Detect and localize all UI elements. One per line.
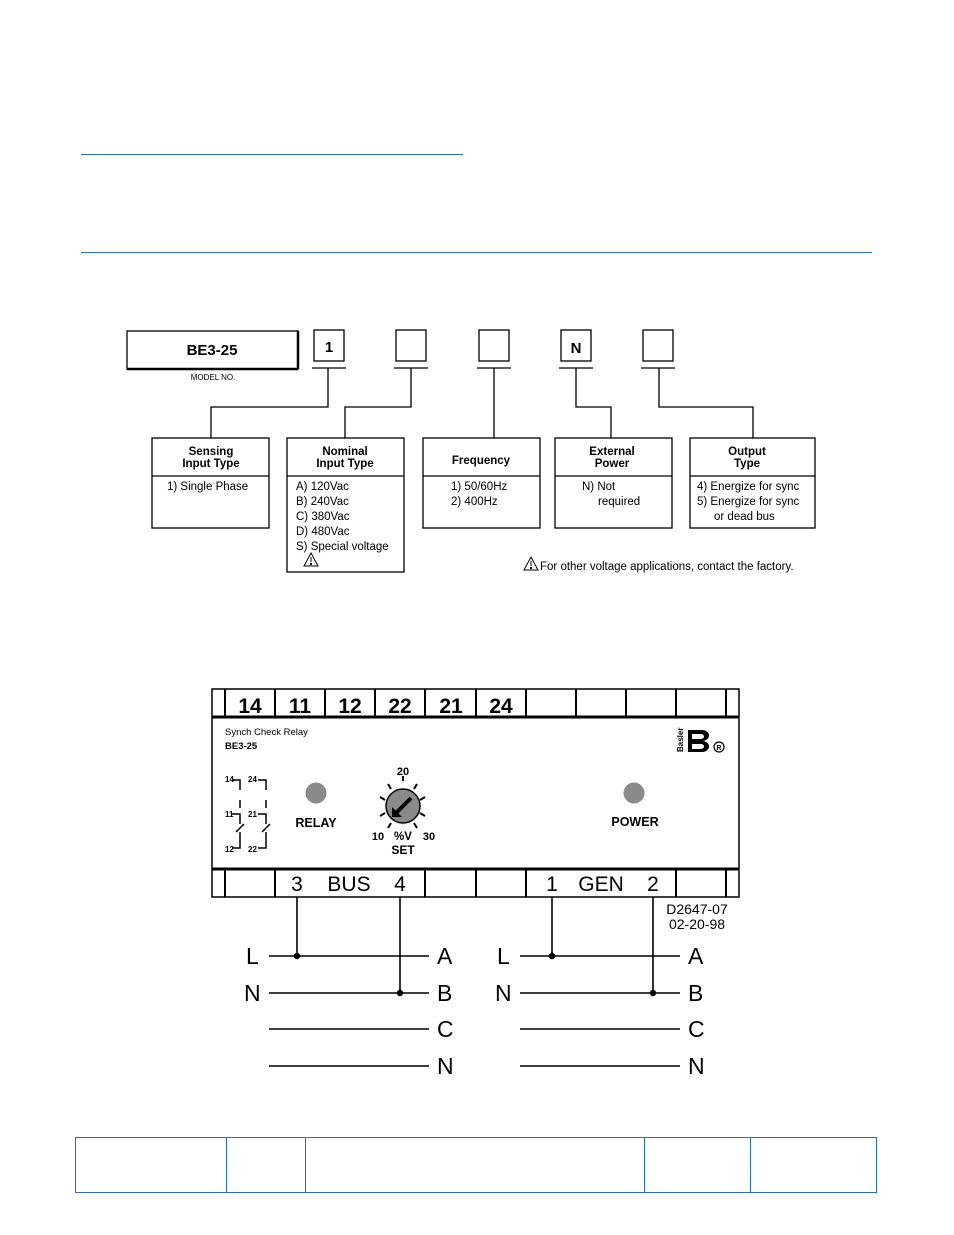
power-led-label: POWER [611,815,659,829]
svg-text:22: 22 [248,845,257,854]
svg-text:R: R [716,745,722,752]
terminal-21: 21 [439,695,463,718]
svg-text:24: 24 [248,775,257,784]
footer-cell [227,1138,306,1192]
gen-label: GEN [578,873,624,896]
nominal-option-c: C) 380Vac [296,511,350,523]
relay-led [306,783,327,804]
svg-text:11: 11 [225,810,234,819]
terminal-2: 2 [647,873,659,896]
left-output-b: B [437,980,453,1006]
sensing-option-1: 1) Single Phase [167,481,249,493]
dial-unit-label: %V [394,831,412,843]
frequency-option-2: 2) 400Hz [451,496,498,508]
terminal-1: 1 [546,873,558,896]
right-output-n: N [688,1053,705,1079]
output-option-4: 4) Energize for sync [697,481,800,493]
nominal-option-a: A) 120Vac [296,481,349,493]
box-nominal-title-2: Input Type [316,458,374,470]
dial-right-label: 30 [422,831,436,843]
svg-text:Basler: Basler [676,727,685,752]
model-caption: MODEL NO. [190,373,236,382]
power-option-n-cont: required [598,496,641,508]
terminal-22: 22 [388,695,412,718]
left-output-a: A [437,943,453,969]
footer-cell [306,1138,645,1192]
nominal-option-b: B) 240Vac [296,496,349,508]
left-input-n: N [244,980,261,1006]
footer-cell [645,1138,751,1192]
right-input-n: N [495,980,512,1006]
drawing-number: D2647-07 [666,901,728,917]
dial-top-label: 20 [396,766,410,778]
relay-label-line2: BE3-25 [225,741,258,752]
dial-left-label: 10 [371,831,385,843]
terminal-12: 12 [338,695,362,718]
footer-table [75,1137,877,1193]
box-sensing-title-1: Sensing [188,446,234,458]
box-sensing-title-2: Input Type [182,458,240,470]
output-option-5-cont: or dead bus [714,511,775,523]
right-output-c: C [688,1016,705,1042]
svg-text:21: 21 [248,810,257,819]
footer-cell [76,1138,227,1192]
box-output-title-2: Type [734,458,760,470]
svg-text:12: 12 [225,845,234,854]
terminal-3: 3 [291,873,303,896]
slot-4-value: N [570,340,582,357]
left-output-c: C [437,1016,454,1042]
power-led [624,783,645,804]
box-power-title-2: Power [594,458,630,470]
dial-set-label: SET [391,843,415,857]
contact-schematic [225,775,270,854]
svg-text:14: 14 [225,775,234,784]
right-output-b: B [688,980,704,1006]
wiring-lines [269,897,680,1066]
box-nominal-title-1: Nominal [322,446,368,458]
terminal-24: 24 [489,695,513,718]
terminal-14: 14 [238,695,262,718]
left-output-n: N [437,1053,454,1079]
box-frequency-title: Frequency [451,455,511,467]
nominal-option-s: S) Special voltage [296,541,389,553]
factory-note: For other voltage applications, contact the factory. [540,561,794,573]
junction-dots [294,953,656,996]
right-output-a: A [688,943,704,969]
footer-cell [751,1138,876,1192]
model-title: BE3-25 [186,342,238,359]
output-option-5: 5) Energize for sync [697,496,800,508]
drawing-date: 02-20-98 [668,916,726,932]
bus-label: BUS [327,873,371,896]
basler-logo [676,728,724,752]
power-option-n: N) Not [582,481,616,493]
slot-1-value: 1 [324,339,334,356]
right-input-l: L [497,943,510,969]
terminal-4: 4 [394,873,406,896]
nominal-option-d: D) 480Vac [296,526,350,538]
set-dial[interactable] [380,776,425,828]
terminal-11: 11 [288,695,312,718]
frequency-option-1: 1) 50/60Hz [451,481,508,493]
relay-led-label: RELAY [295,816,337,830]
left-input-l: L [246,943,259,969]
box-output-title-1: Output [728,446,766,458]
relay-label-line1: Synch Check Relay [225,727,308,738]
box-power-title-1: External [589,446,635,458]
